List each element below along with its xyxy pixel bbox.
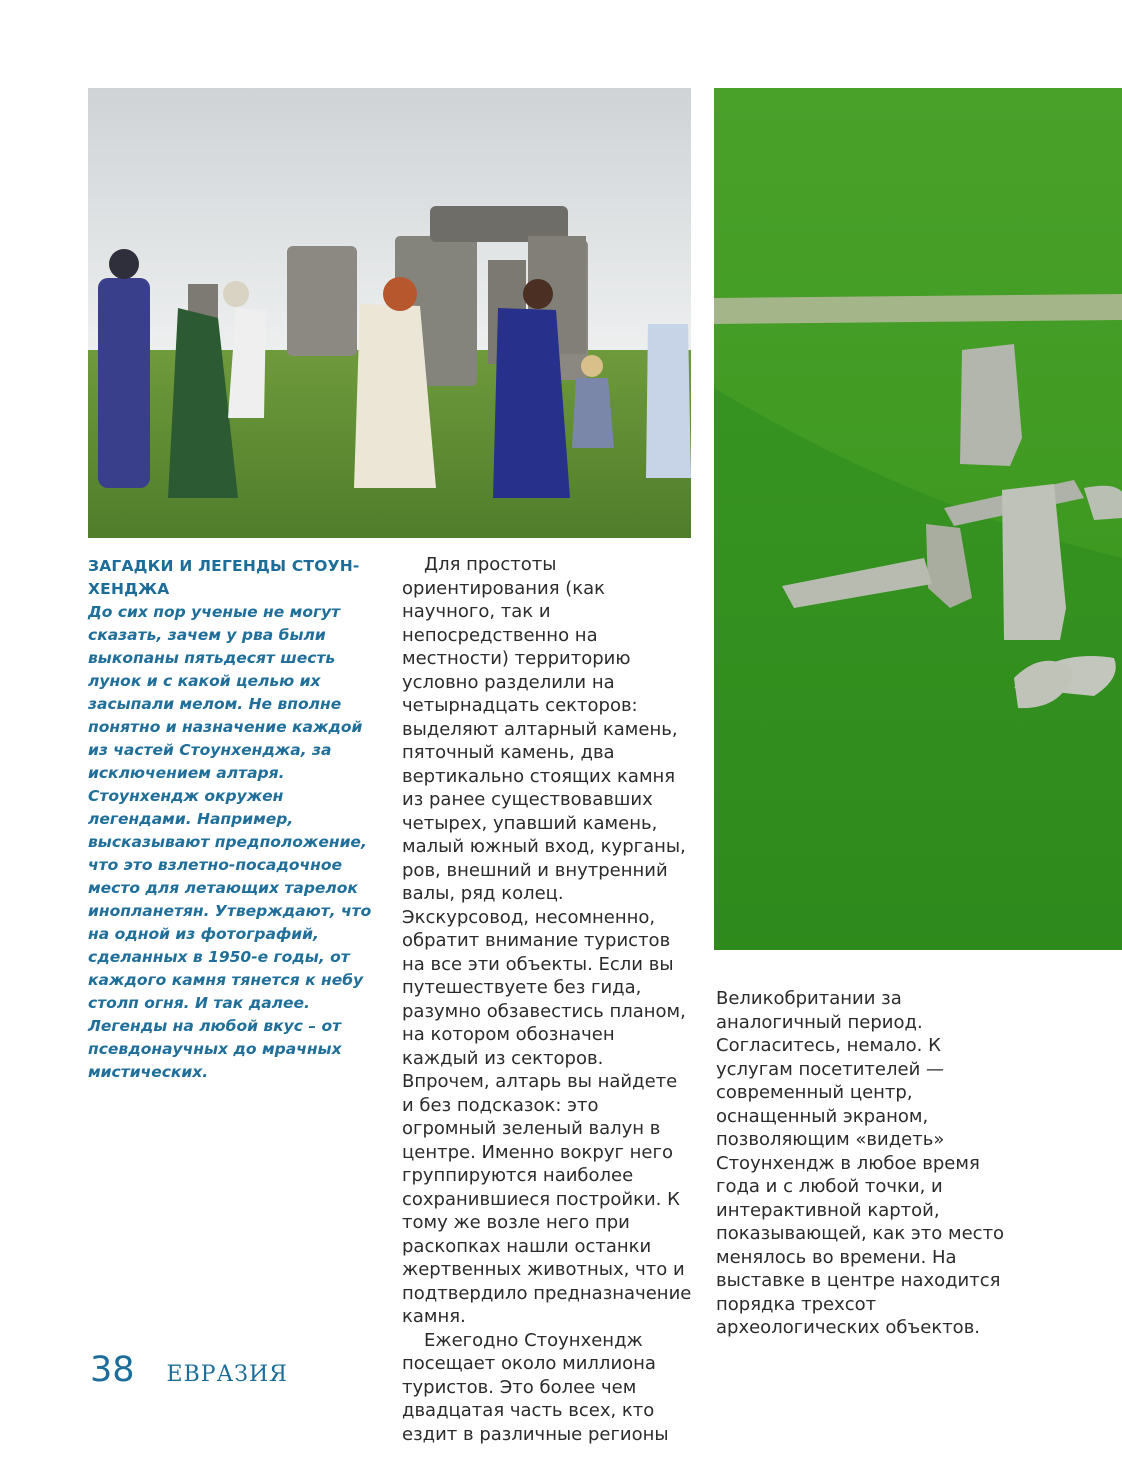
stonehenge-field-photo xyxy=(714,88,1122,950)
article-column-right xyxy=(716,987,1006,1340)
sidebar-box xyxy=(88,555,378,1084)
stonehenge-ceremony-photo xyxy=(88,88,691,538)
page-number: 38 xyxy=(90,1350,135,1390)
page-footer xyxy=(90,1350,288,1394)
sidebar-paragraph-1: До сих пор ученые не могут сказать, зачем у рва были выкопаны пятьдесят шесть лунок и с какой целью их засыпали мелом. Не вполне понятно и назначение каждой из частей Стоунхенджа, за исключением алтаря. xyxy=(88,603,363,782)
article-column-middle xyxy=(402,553,692,1446)
stonehenge-field-illustration xyxy=(714,88,1122,950)
article-paragraph-3: Великобритании за аналогичный период. Согласитесь, немало. К услугам посетителей — современный центр, оснащенный экраном, позволяющим «видеть» Стоунхендж в любое время года и с любой точки, и интерактивной картой, показывающей, как это место менялось во времени. На выставке в центре находится порядка трехсот археологических объектов. xyxy=(716,988,1005,1338)
stonehenge-ceremony-illustration xyxy=(88,88,691,538)
article-paragraph-1: Для простоты ориентирования (как научного, так и непосредственно на местности) территорию условно разделили на четырнадцать секторов: выделяют алтарный камень, пяточный камень, два вертикально стоящих камня из ранее существовавших четырех, упавший камень, малый южный вход, курганы, ров, внешний и внутренний валы, ряд колец. Экскурсовод, несомненно, обратит внимание туристов на все эти объекты. Если вы путешествуете без гида, разумно обзавестись планом, на котором обозначен каждый из секторов. Впрочем, алтарь вы найдете и без подсказок: это огромный зеленый валун в центре. Именно вокруг него группируются наиболее сохранившиеся постройки. К тому же возле него при раскопках нашли останки жертвенных животных, что и подтвердило предназначение камня. xyxy=(402,554,692,1327)
article-paragraph-2: Ежегодно Стоунхендж посещает около миллиона туристов. Это более чем двадцатая часть всех, кто ездит в различные регионы xyxy=(402,1329,669,1445)
magazine-name: ЕВРАЗИЯ xyxy=(166,1362,288,1387)
sidebar-paragraph-2: Стоунхендж окружен легендами. Например, высказывают предположение, что это взлетно-посадочное место для летающих тарелок инопланетян. Утверждают, что на одной из фотографий, сделанных в 1950-е годы, от каждого камня тянется к небу столп огня. И так далее. Легенды на любой вкус – от псевдонаучных до мрачных мистических. xyxy=(88,787,372,1081)
sidebar-title: ЗАГАДКИ И ЛЕГЕНДЫ СТОУНХЕНДЖА xyxy=(88,557,360,598)
